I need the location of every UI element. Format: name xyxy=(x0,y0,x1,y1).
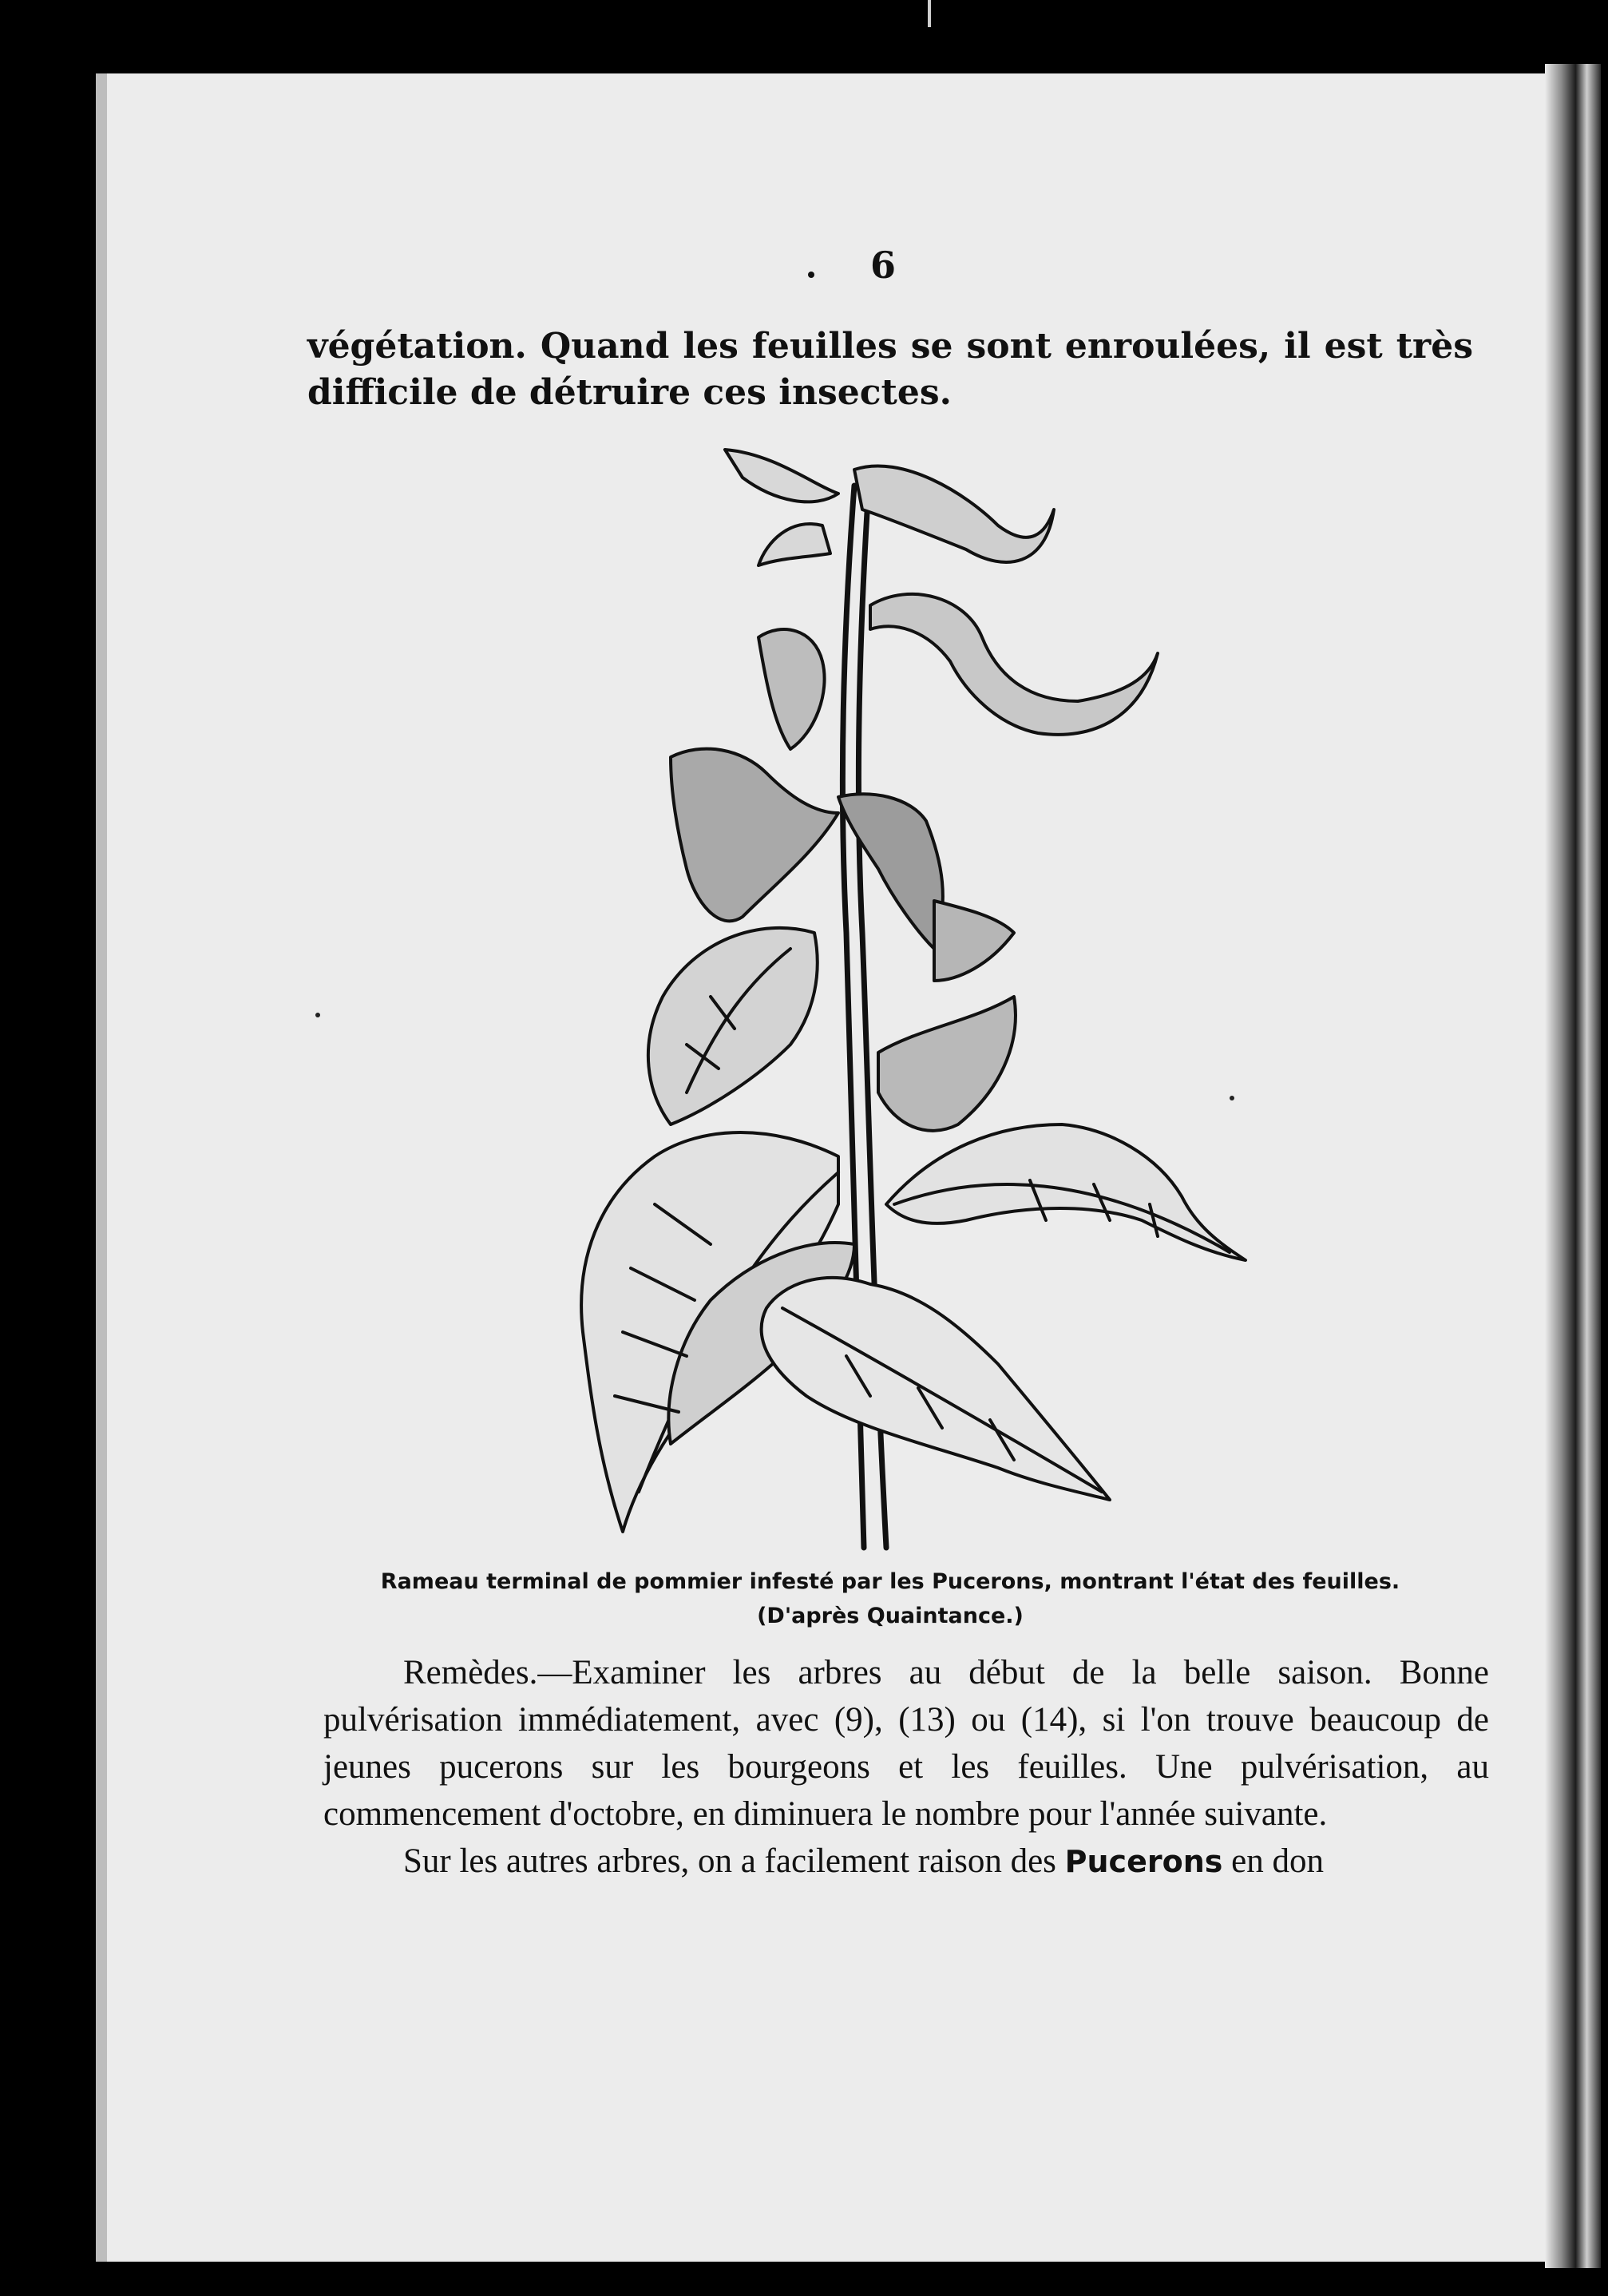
figure-caption: Rameau terminal de pommier infesté par les Pucerons, montrant l'état des feuilles. xyxy=(380,1569,1400,1594)
apple-branch-illustration-icon xyxy=(551,438,1269,1556)
scan-speck xyxy=(1230,1096,1234,1100)
scan-speck xyxy=(315,1013,320,1017)
page-edge xyxy=(1545,64,1601,2268)
page-number: 6 xyxy=(870,244,897,287)
body-text xyxy=(323,1649,1489,1886)
paragraph-remedes: Remèdes.—Examiner les arbres au début de la belle saison. Bonne pulvérisation immédiatement, avec (9), (13) ou (14), si l'on trouve beaucoup de jeunes pucerons sur les bourgeons et les feuilles. Une pulvérisation, au commencement d'octobre, en diminuera le nombre pour l'année suivante. xyxy=(323,1654,1489,1833)
page-dot xyxy=(808,272,814,278)
paragraph-other-trees xyxy=(323,1838,1489,1886)
paragraph-text-end: en don xyxy=(1231,1842,1324,1880)
figure-caption-source: (D'après Quaintance.) xyxy=(757,1604,1024,1628)
top-paragraph: végétation. Quand les feuilles se sont enroulées, il est très difficile de détruire ces insectes. xyxy=(307,326,1473,413)
paragraph-text-start: Sur les autres arbres, on a facilement raison des xyxy=(403,1842,1056,1880)
paragraph-bold-term: Pucerons xyxy=(1064,1844,1223,1879)
scan-mark xyxy=(928,0,931,27)
